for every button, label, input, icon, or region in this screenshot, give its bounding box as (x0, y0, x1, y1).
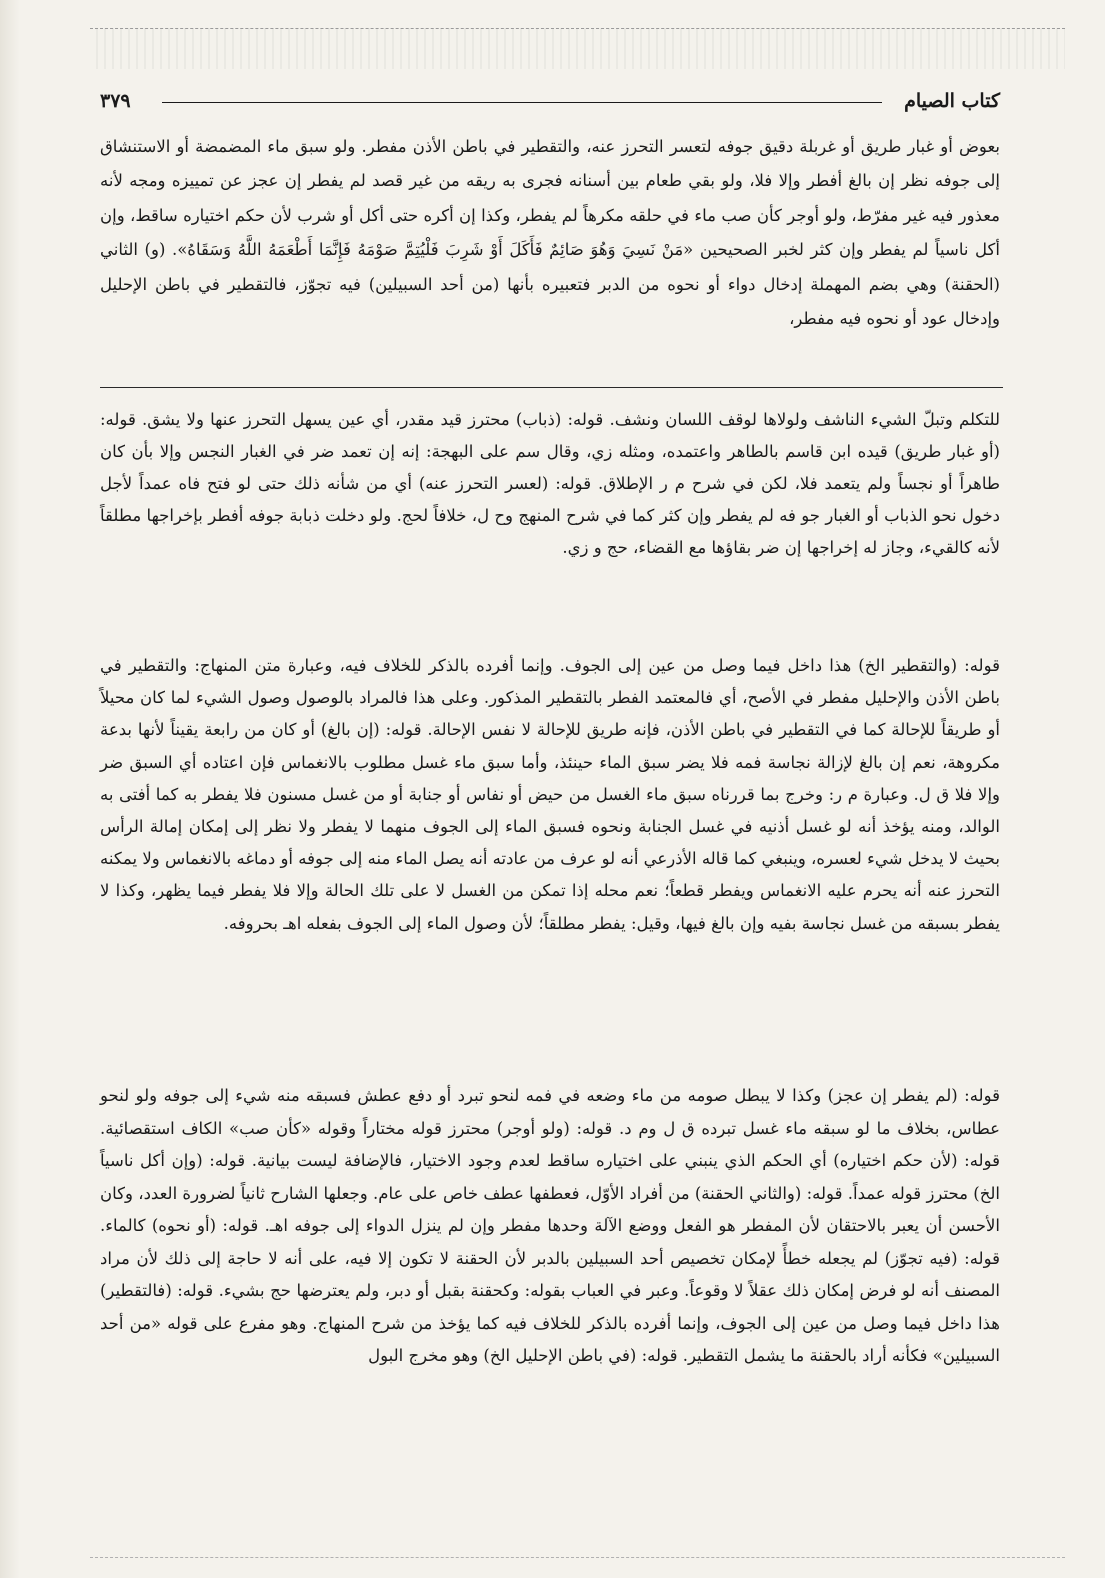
commentary-paragraph-1: للتكلم وتبلّ الشيء الناشف ولولاها لوقف اللسان ونشف. قوله: (ذباب) محترز قيد مقدر، أي عين يسهل التحرز عنها ولا يشق. قوله: (أو غبار طريق) قيده ابن قاسم بالطاهر واعتمده، ومثله زي، وقال سم على البهجة: إنه إن تعمد ضر في الغبار النجس وإلا بأن كان طاهراً أو نجساً ولم يتعمد فلا، لكن في شرح م ر الإطلاق. قوله: (لعسر التحرز عنه) أي من شأنه ذلك حتى لو فتح فاه عمداً لأجل دخول نحو الذباب أو الغبار جو فه لم يفطر وإن كثر كما في شرح المنهج وح ل، خلافاً لحج. ولو دخلت ذبابة جوفه أفطر بإخراجها مطلقاً لأنه كالقيء، وجاز له إخراجها إن ضر بقاؤها مع القضاء، حج و زي. (100, 410, 1000, 557)
page-edge (0, 0, 20, 1578)
commentary-block-3 (100, 1080, 1000, 1373)
page-number: ٣٧٩ (100, 90, 131, 112)
commentary-block-1 (100, 404, 1000, 564)
commentary-paragraph-2: قوله: (والتقطير الخ) هذا داخل فيما وصل من عين إلى الجوف. وإنما أفرده بالذكر للخلاف فيه، وعبارة متن المنهاج: والتقطير في باطن الأذن والإحليل مفطر في الأصح، أي فالمعتمد الفطر بالتقطير المذكور. وعلى هذا فالمراد بالوصول وصول الشيء لما كان محيلاً أو طريقاً للإحالة كما في التقطير في باطن الأذن، فإنه طريق للإحالة لا نفس الإحالة. قوله: (إن بالغ) أو كان من رابعة يقيناً لأنها بدعة مكروهة، نعم إن بالغ لإزالة نجاسة فمه فلا يضر سبق الماء حينئذ، وأما سبق ماء غسل مطلوب بالانغماس فإن اعتاده أي السبق ضر وإلا فلا ق ل. وعبارة م ر: وخرج بما قررناه سبق ماء الغسل من حيض أو نفاس أو جنابة أو من غسل مسنون فلا يفطر به كما أفتى به الوالد، ومنه يؤخذ أنه لو غسل أذنيه في غسل الجنابة ونحوه فسبق الماء إلى الجوف منهما لا يفطر ولا نظر إلى إمكان إمالة الرأس بحيث لا يدخل شيء لعسره، وينبغي كما قاله الأذرعي أنه لو عرف من عادته أنه يصل الماء منه إلى جوفه أو دماغه بالانغماس ولا يمكنه التحرز عنه أنه يحرم عليه الانغماس ويفطر قطعاً؛ نعم محله إذا تمكن من الغسل لا على تلك الحالة وإلا فلا يفطر فيما يظهر، وكذا لا يفطر بسبقه من غسل نجاسة بفيه وإن بالغ فيها، وقيل: يفطر مطلقاً؛ لأن وصول الماء إلى الجوف بفعله اهـ بحروفه. (100, 656, 1000, 933)
scan-border-top (90, 28, 1065, 69)
scan-border-bottom (90, 1507, 1065, 1558)
text-divider (100, 387, 1003, 388)
commentary-block-2 (100, 650, 1000, 940)
header-rule (162, 102, 882, 103)
main-text-block (100, 130, 1000, 336)
main-text-paragraph: بعوض أو غبار طريق أو غربلة دقيق جوفه لتعسر التحرز عنه، والتقطير في باطن الأذن مفطر. ولو سبق ماء المضمضة أو الاستنشاق إلى جوفه نظر إن بالغ أفطر وإلا فلا، ولو بقي طعام بين أسنانه فجرى به ريقه من غير قصد لم يفطر إن عجز عن تمييزه ومجه لأنه معذور فيه غير مفرّط، ولو أوجر كأن صب ماء في حلقه مكرهاً لم يفطر، وكذا إن أكره حتى أكل أو شرب لأن حكم اختياره ساقط، وإن أكل ناسياً لم يفطر وإن كثر لخبر الصحيحين «مَنْ نَسِيَ وَهُوَ صَائِمٌ فَأَكَلَ أَوْ شَرِبَ فَلْيُتِمَّ صَوْمَهُ فَإِنَّمَا أَطْعَمَهُ اللَّهُ وَسَقَاهُ». (و) الثاني (الحقنة) وهي بضم المهملة إدخال دواء أو نحوه من الدبر فتعبيره بأنها (من أحد السبيلين) فيه تجوّز، فالتقطير في باطن الإحليل وإدخال عود أو نحوه فيه مفطر، (100, 137, 1000, 329)
page-header (100, 88, 1000, 118)
commentary-paragraph-3: قوله: (لم يفطر إن عجز) وكذا لا يبطل صومه من ماء وضعه في فمه لنحو تبرد أو دفع عطش فسبقه منه شيء إلى جوفه ولو لنحو عطاس، بخلاف ما لو سبقه ماء غسل تبرده ق ل وم د. قوله: (ولو أوجر) محترز قوله مختاراً وقوله «كأن صب» الكاف استقصائية. قوله: (لأن حكم اختياره) أي الحكم الذي ينبني على اختياره ساقط لعدم وجود الاختيار، فالإضافة ليست بيانية. قوله: (وإن أكل ناسياً الخ) محترز قوله عمداً. قوله: (والثاني الحقنة) من أفراد الأوّل، فعطفها عطف خاص على عام. وجعلها الشارح ثانياً لضرورة العدد، وكان الأحسن أن يعبر بالاحتقان لأن المفطر هو الفعل ووضع الآلة وحدها مفطر وإن لم ينزل الدواء إلى جوفه اهـ. قوله: (أو نحوه) كالماء. قوله: (فيه تجوّز) لم يجعله خطأً لإمكان تخصيص أحد السبيلين بالدبر لأن الحقنة لا تكون إلا فيه، على أنه لا حاجة إلى ذلك لأن مراد المصنف أنه لو فرض إمكان ذلك عقلاً لا وقوعاً. وعبر في العباب بقوله: وكحقنة بقبل أو دبر، ولم يعترضها حج بشيء. قوله: (فالتقطير) هذا داخل فيما وصل من عين إلى الجوف، وإنما أفرده بالذكر للخلاف فيه كما يؤخذ من شرح المنهاج. وهو مفرع على قوله «من أحد السبيلين» فكأنه أراد بالحقنة ما يشمل التقطير. قوله: (في باطن الإحليل الخ) وهو مخرج البول (100, 1086, 1000, 1365)
book-chapter-title: كتاب الصيام (904, 90, 1000, 112)
